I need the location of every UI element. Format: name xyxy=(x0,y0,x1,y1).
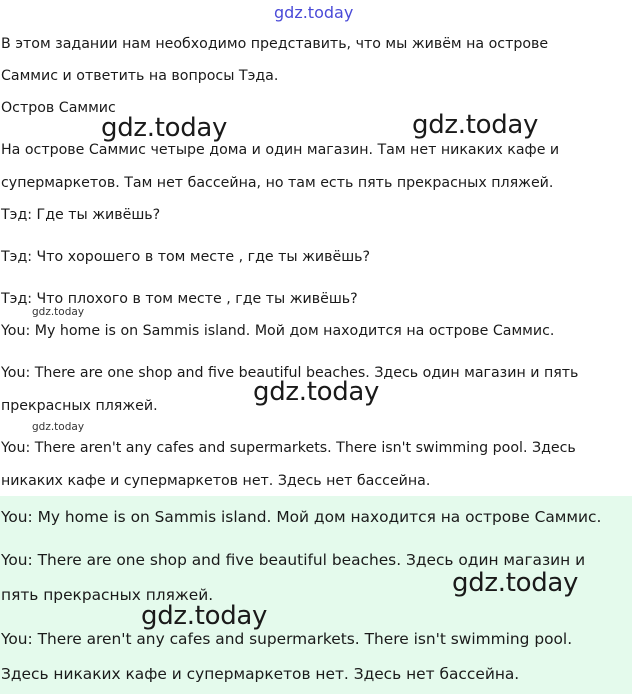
watermark-small: gdz.today xyxy=(32,421,85,433)
answer-1: You: My home is on Sammis island. Мой дом находится на острове Саммис. xyxy=(1,323,555,339)
site-watermark-top: gdz.today xyxy=(274,3,354,22)
description-line-1: На острове Саммис четыре дома и один магазин. Там нет никаких кафе и xyxy=(1,142,560,158)
box-answer-3-line-1: You: There aren't any cafes and supermarkets. There isn't swimming pool. xyxy=(1,630,573,648)
watermark: gdz.today xyxy=(141,601,268,631)
watermark: gdz.today xyxy=(412,110,539,140)
box-answer-2-line-1: You: There are one shop and five beautiful beaches. Здесь один магазин и xyxy=(1,551,586,569)
question-2: Тэд: Что хорошего в том месте , где ты живёшь? xyxy=(1,249,371,265)
watermark: gdz.today xyxy=(101,113,228,143)
question-1: Тэд: Где ты живёшь? xyxy=(1,207,161,223)
answer-2-line-1: You: There are one shop and five beautiful beaches. Здесь один магазин и пять xyxy=(1,365,579,381)
answer-2-line-2: прекрасных пляжей. xyxy=(1,398,158,414)
question-3: Тэд: Что плохого в том месте , где ты живёшь? xyxy=(1,291,358,307)
intro-line-1: В этом задании нам необходимо представить, что мы живём на острове xyxy=(1,36,549,52)
watermark: gdz.today xyxy=(452,568,579,598)
box-answer-2-line-2: пять прекрасных пляжей. xyxy=(1,586,214,604)
answer-3-line-2: никаких кафе и супермаркетов нет. Здесь нет бассейна. xyxy=(1,473,431,489)
section-heading: Остров Саммис xyxy=(1,100,116,116)
answer-3-line-1: You: There aren't any cafes and supermarkets. There isn't swimming pool. Здесь xyxy=(1,440,576,456)
box-answer-1: You: My home is on Sammis island. Мой дом находится на острове Саммис. xyxy=(1,508,602,526)
watermark: gdz.today xyxy=(253,377,380,407)
box-answer-3-line-2: Здесь никаких кафе и супермаркетов нет. Здесь нет бассейна. xyxy=(1,665,520,683)
watermark-small: gdz.today xyxy=(32,306,85,318)
intro-line-2: Саммис и ответить на вопросы Тэда. xyxy=(1,68,279,84)
description-line-2: супермаркетов. Там нет бассейна, но там есть пять прекрасных пляжей. xyxy=(1,175,554,191)
